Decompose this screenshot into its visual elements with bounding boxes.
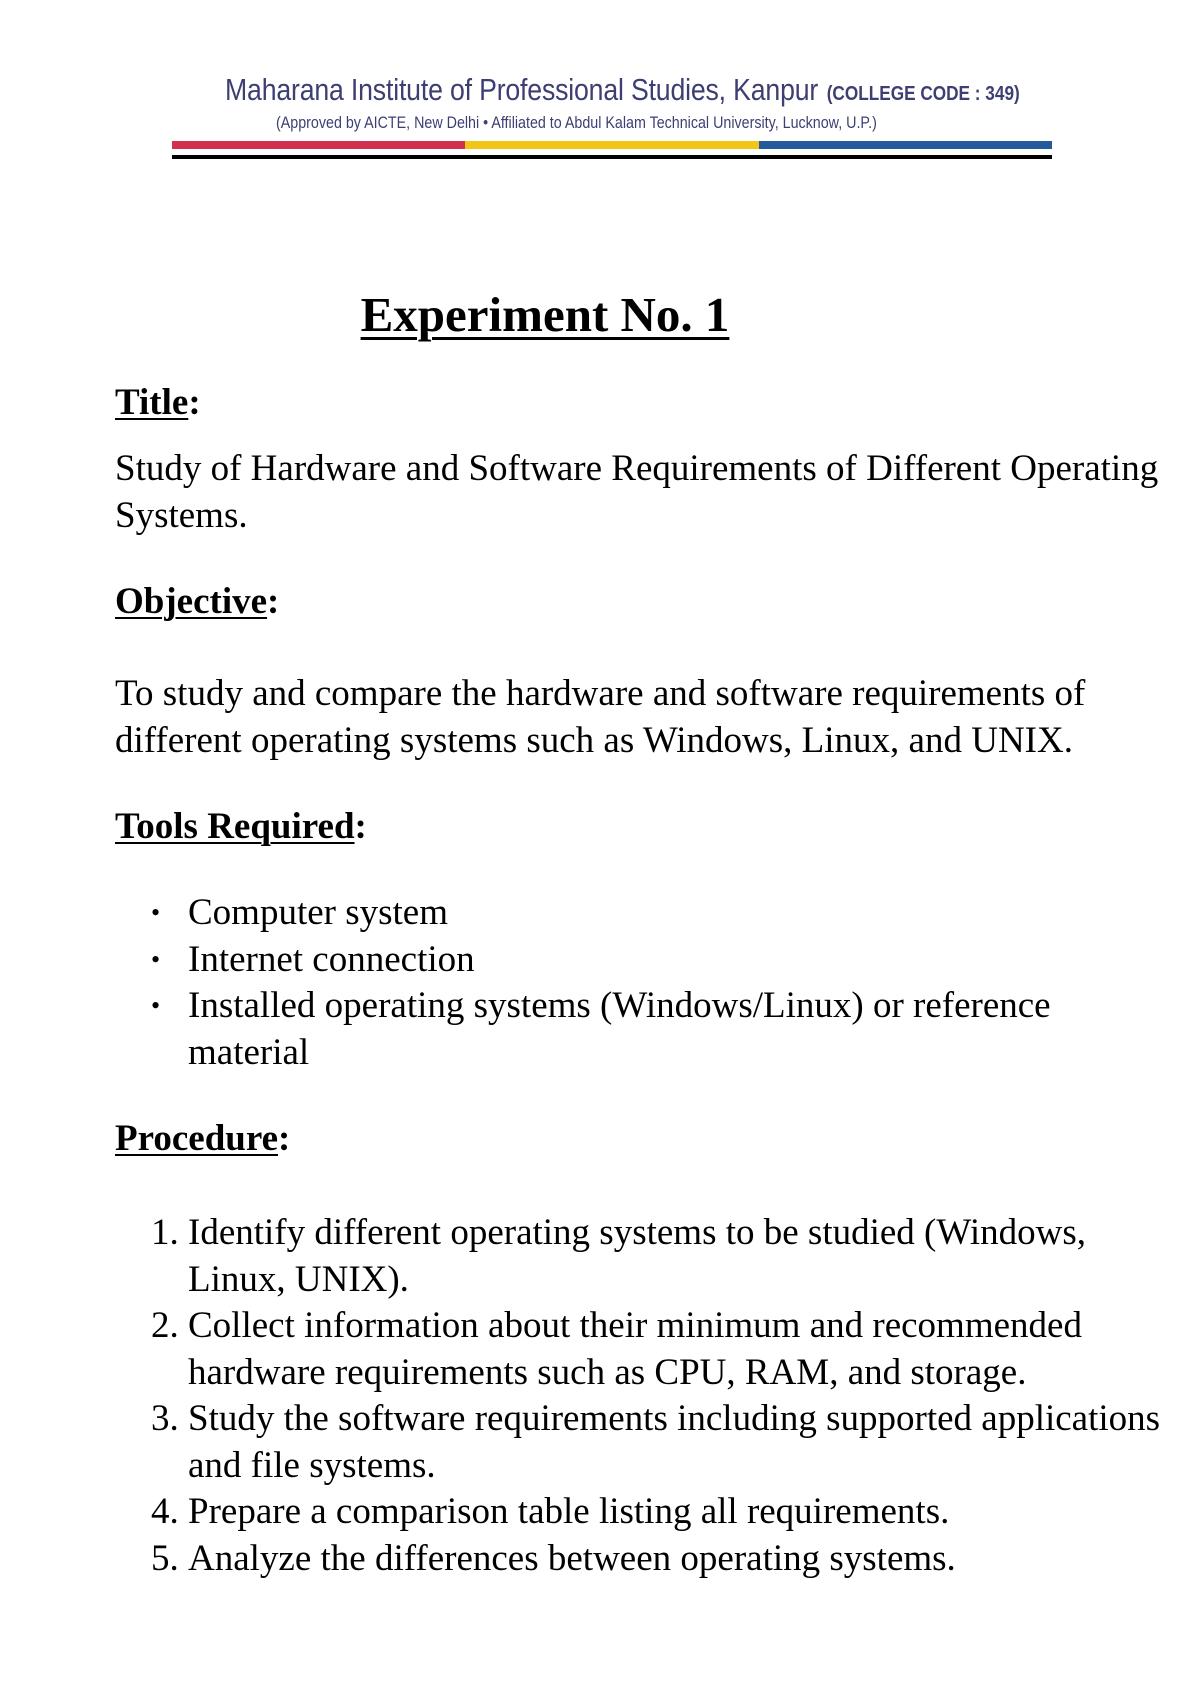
college-code: (COLLEGE CODE : 349) xyxy=(826,83,1020,105)
step-text: Collect information about their minimum and recommended hardware requirements such as CPU, RAM, and storage. xyxy=(188,1305,1082,1393)
tricolor-stripe xyxy=(172,141,1052,149)
list-item xyxy=(115,1396,1175,1489)
list-item xyxy=(115,890,1175,937)
tools-label: Tools Required xyxy=(115,806,355,847)
tools-list xyxy=(115,890,1175,1076)
objective-text: To study and compare the hardware and software requirements of different operating systems such as Windows, Linux, and UNIX. xyxy=(115,673,1086,761)
step-text: Prepare a comparison table listing all requirements. xyxy=(188,1491,950,1532)
objective-heading xyxy=(115,577,1175,627)
title-label: Title xyxy=(115,382,189,423)
step-text: Identify different operating systems to be studied (Windows, Linux, UNIX). xyxy=(188,1212,1086,1300)
tool-item-text: Internet connection xyxy=(188,938,475,980)
objective-colon: : xyxy=(267,581,280,622)
step-number: 2. xyxy=(151,1305,179,1346)
bullet-icon: • xyxy=(151,898,161,927)
step-number: 3. xyxy=(151,1398,179,1439)
step-text: Analyze the differences between operating systems. xyxy=(188,1537,956,1579)
list-item xyxy=(115,1536,1175,1583)
stripe-segment-blue xyxy=(759,141,1052,149)
experiment-title: Experiment No. 1 xyxy=(360,287,730,342)
college-heading xyxy=(225,72,1020,108)
tools-heading xyxy=(115,802,1175,852)
list-item xyxy=(115,983,1175,1076)
tools-colon: : xyxy=(354,806,367,847)
list-item xyxy=(115,1489,1175,1536)
letterhead xyxy=(0,0,1200,170)
tool-item-text: Installed operating systems (Windows/Linux) or reference material xyxy=(188,985,1051,1073)
procedure-steps xyxy=(115,1210,1175,1582)
step-number: 4. xyxy=(151,1491,179,1532)
approval-line: (Approved by AICTE, New Delhi • Affiliated to Abdul Kalam Technical University, Lucknow, U.P.) xyxy=(276,113,877,132)
procedure-colon: : xyxy=(278,1118,291,1159)
procedure-heading xyxy=(115,1114,1175,1164)
list-item xyxy=(115,937,1175,984)
step-text: Study the software requirements including supported applications and file systems. xyxy=(188,1398,1161,1486)
stripe-segment-yellow xyxy=(465,141,758,149)
title-colon: : xyxy=(188,382,201,423)
title-heading xyxy=(115,378,1175,428)
title-text: Study of Hardware and Software Requirements of Different Operating Systems. xyxy=(115,448,1159,536)
objective-label: Objective xyxy=(115,581,268,622)
list-item xyxy=(115,1210,1175,1303)
stripe-segment-red xyxy=(172,141,465,149)
tool-item-text: Computer system xyxy=(188,892,449,933)
procedure-label: Procedure xyxy=(115,1118,279,1159)
step-number: 1. xyxy=(151,1212,179,1253)
letterhead-divider xyxy=(172,155,1052,159)
document-body xyxy=(115,282,1175,1582)
bullet-icon: • xyxy=(151,991,161,1020)
bullet-icon: • xyxy=(151,944,161,974)
college-name: Maharana Institute of Professional Studies, Kanpur xyxy=(225,72,819,107)
list-item xyxy=(115,1303,1175,1396)
step-number: 5. xyxy=(151,1537,179,1579)
